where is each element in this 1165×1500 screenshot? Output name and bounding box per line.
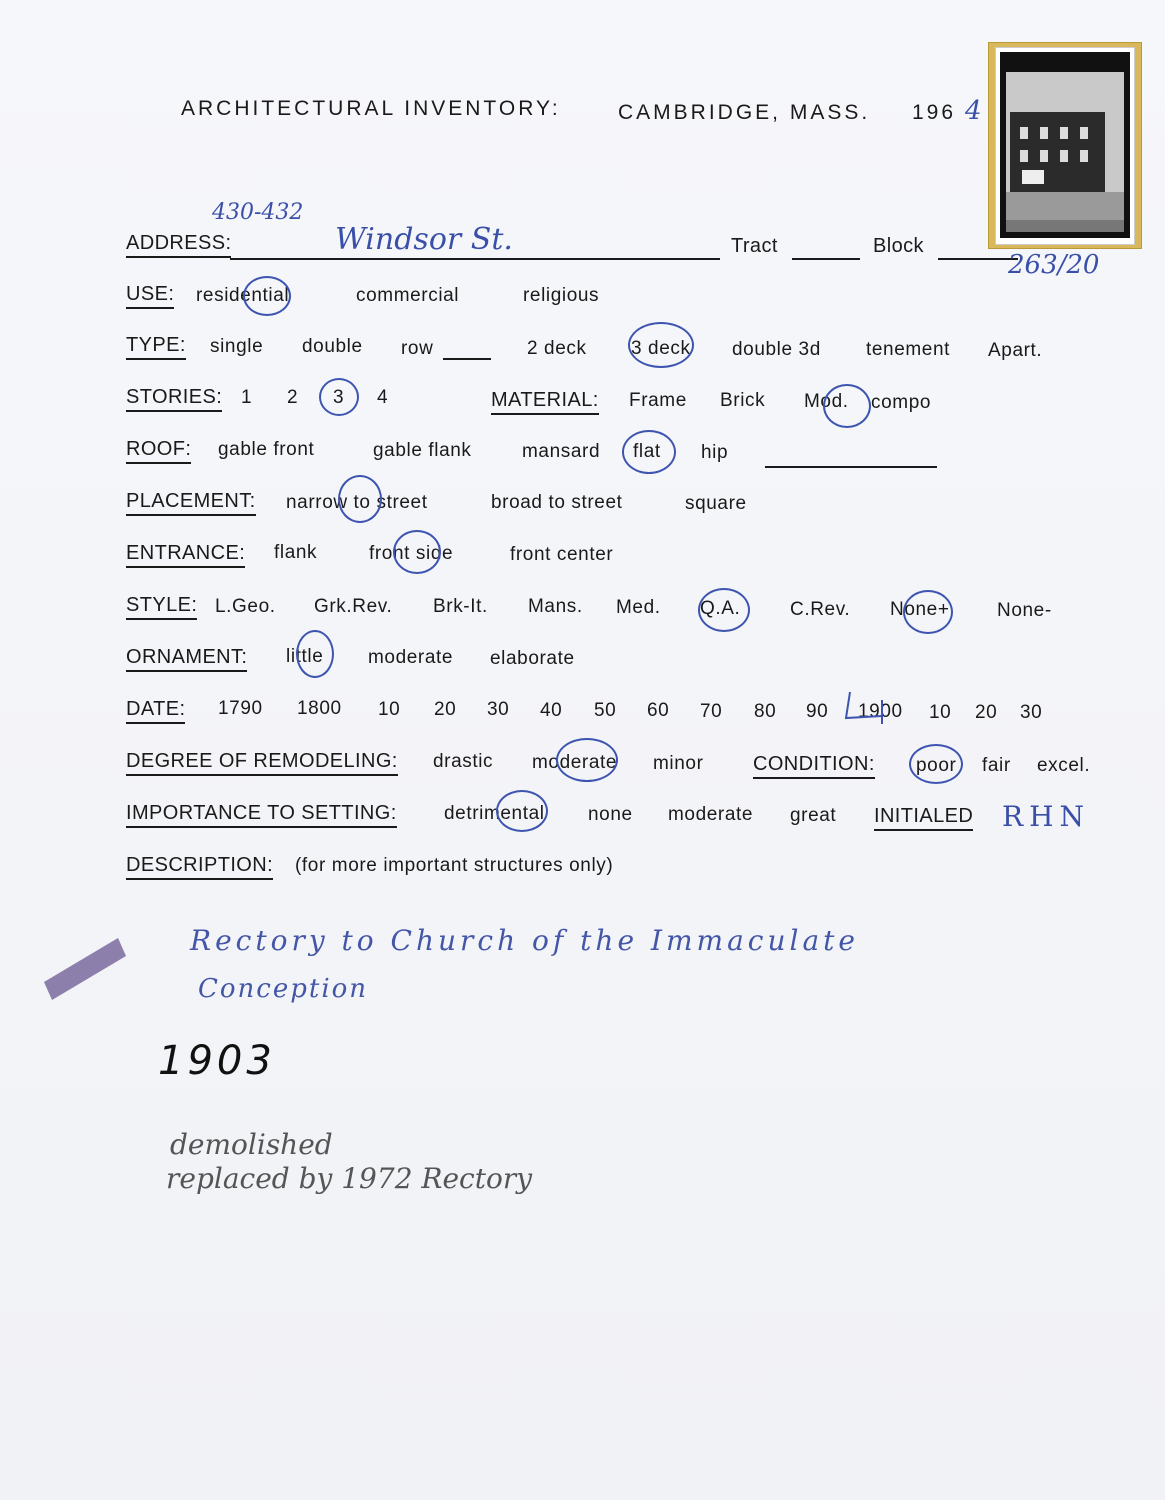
- style-option: L.Geo.: [215, 596, 276, 617]
- date-option: 30: [1020, 702, 1043, 723]
- form-year-prefix: 196: [912, 101, 957, 124]
- ornament-circle: [296, 630, 334, 678]
- date-option: 80: [754, 701, 777, 722]
- entrance-label: ENTRANCE:: [126, 542, 245, 568]
- entrance-circle: [393, 530, 441, 574]
- date-bracket-mark: [842, 690, 902, 726]
- form-city: CAMBRIDGE, MASS.: [618, 101, 871, 124]
- date-option: 90: [806, 701, 829, 722]
- material-option: Mod.: [804, 391, 849, 412]
- description-note: (for more important structures only): [295, 855, 614, 876]
- block-value: 263/20: [1008, 250, 1100, 280]
- stories-option: 4: [377, 387, 389, 408]
- building-photo: [988, 42, 1142, 249]
- date-option: 10: [929, 702, 952, 723]
- entrance-option: flank: [274, 542, 318, 563]
- type-label: TYPE:: [126, 334, 186, 360]
- style-label: STYLE:: [126, 594, 197, 620]
- roof-option: mansard: [522, 441, 601, 462]
- style-option: None-: [997, 600, 1052, 621]
- date-option: 20: [975, 702, 998, 723]
- description-pencil2: replaced by 1972 Rectory: [166, 1162, 533, 1195]
- use-option: residential: [196, 285, 290, 306]
- style-option: Q.A.: [700, 598, 741, 619]
- type-option: 3 deck: [631, 338, 691, 359]
- entrance-option: front center: [510, 544, 614, 565]
- date-label: DATE:: [126, 698, 185, 724]
- roof-option: hip: [701, 442, 729, 463]
- description-label: DESCRIPTION:: [126, 854, 273, 880]
- use-option: religious: [523, 285, 600, 306]
- material-label: MATERIAL:: [491, 389, 599, 415]
- date-option: 50: [594, 700, 617, 721]
- date-option: 40: [540, 700, 563, 721]
- style-option: Mans.: [528, 596, 583, 617]
- material-option: Frame: [629, 390, 687, 411]
- description-line2: Conception: [198, 974, 369, 1004]
- type-option: row: [401, 338, 434, 359]
- date-option: 60: [647, 700, 670, 721]
- remodeling-label: DEGREE OF REMODELING:: [126, 750, 398, 776]
- stories-option: 2: [287, 387, 299, 408]
- placement-option: broad to street: [491, 492, 623, 513]
- stories-option: 1: [241, 387, 253, 408]
- date-option: 20: [434, 699, 457, 720]
- style-option: Med.: [616, 597, 661, 618]
- condition-circle: [909, 744, 963, 784]
- type-option: double 3d: [732, 339, 821, 360]
- use-option: commercial: [356, 285, 460, 306]
- address-number: 430-432: [212, 200, 304, 225]
- entrance-option: front side: [369, 543, 454, 564]
- date-option: 1790: [218, 698, 263, 719]
- description-line1: Rectory to Church of the Immaculate: [190, 924, 859, 957]
- roof-label: ROOF:: [126, 438, 191, 464]
- material-option: compo: [871, 392, 932, 413]
- form-year-hand: 4: [965, 96, 982, 126]
- roof-circle: [622, 430, 676, 474]
- remodeling-option: minor: [653, 753, 704, 774]
- condition-option: fair: [982, 755, 1011, 776]
- importance-option: detrimental: [444, 803, 545, 824]
- importance-option: great: [790, 805, 837, 826]
- stories-circle: [319, 378, 359, 416]
- date-option: 30: [487, 699, 510, 720]
- style-circle: [903, 590, 953, 634]
- description-year: 1903: [158, 1038, 276, 1084]
- description-pencil1: demolished: [170, 1128, 333, 1161]
- style-option: C.Rev.: [790, 599, 851, 620]
- importance-label: IMPORTANCE TO SETTING:: [126, 802, 397, 828]
- material-option: Brick: [720, 390, 766, 411]
- condition-label: CONDITION:: [753, 753, 875, 779]
- condition-option: excel.: [1037, 755, 1091, 776]
- date-option: 1900: [858, 701, 903, 722]
- type-option: double: [302, 336, 363, 357]
- style-option: Brk-It.: [433, 596, 488, 617]
- ornament-label: ORNAMENT:: [126, 646, 247, 672]
- stories-label: STORIES:: [126, 386, 222, 412]
- block-label: Block: [873, 235, 924, 257]
- material-circle: [823, 384, 871, 428]
- type-option: tenement: [866, 339, 951, 360]
- address-street: Windsor St.: [335, 222, 513, 257]
- initialed-value: RHN: [1002, 800, 1090, 833]
- placement-option: square: [685, 493, 747, 514]
- style-option: Grk.Rev.: [314, 596, 393, 617]
- date-option: 70: [700, 701, 723, 722]
- type-circle: [628, 322, 694, 368]
- roof-option: flat: [633, 441, 661, 462]
- address-label: ADDRESS:: [126, 232, 231, 258]
- roof-option: gable front: [218, 439, 315, 460]
- roof-option: gable flank: [373, 440, 472, 461]
- ornament-option: moderate: [368, 647, 454, 668]
- placement-label: PLACEMENT:: [126, 490, 256, 516]
- remodeling-option: moderate: [532, 752, 618, 773]
- ornament-option: little: [286, 646, 324, 667]
- date-option: 10: [378, 699, 401, 720]
- type-option: 2 deck: [527, 338, 587, 359]
- condition-option: poor: [916, 755, 957, 776]
- importance-option: moderate: [668, 804, 754, 825]
- importance-circle: [496, 790, 548, 832]
- ornament-option: elaborate: [490, 648, 575, 669]
- tract-label: Tract: [731, 235, 778, 257]
- style-option: None+: [890, 599, 950, 620]
- placement-circle: [338, 475, 382, 523]
- date-option: 1800: [297, 698, 342, 719]
- style-circle: [698, 588, 750, 632]
- marker-smudge: [38, 930, 130, 1006]
- stories-option: 3: [333, 387, 345, 408]
- type-option: single: [210, 336, 264, 357]
- placement-option: narrow to street: [286, 492, 428, 513]
- remodeling-circle: [556, 738, 618, 782]
- remodeling-option: drastic: [433, 751, 494, 772]
- building-photo-image: [1000, 52, 1130, 238]
- form-title: ARCHITECTURAL INVENTORY:: [181, 97, 561, 120]
- initialed-label: INITIALED: [874, 805, 973, 831]
- type-option: Apart.: [988, 340, 1043, 361]
- use-circle: [243, 276, 291, 316]
- importance-option: none: [588, 804, 633, 825]
- use-label: USE:: [126, 283, 174, 309]
